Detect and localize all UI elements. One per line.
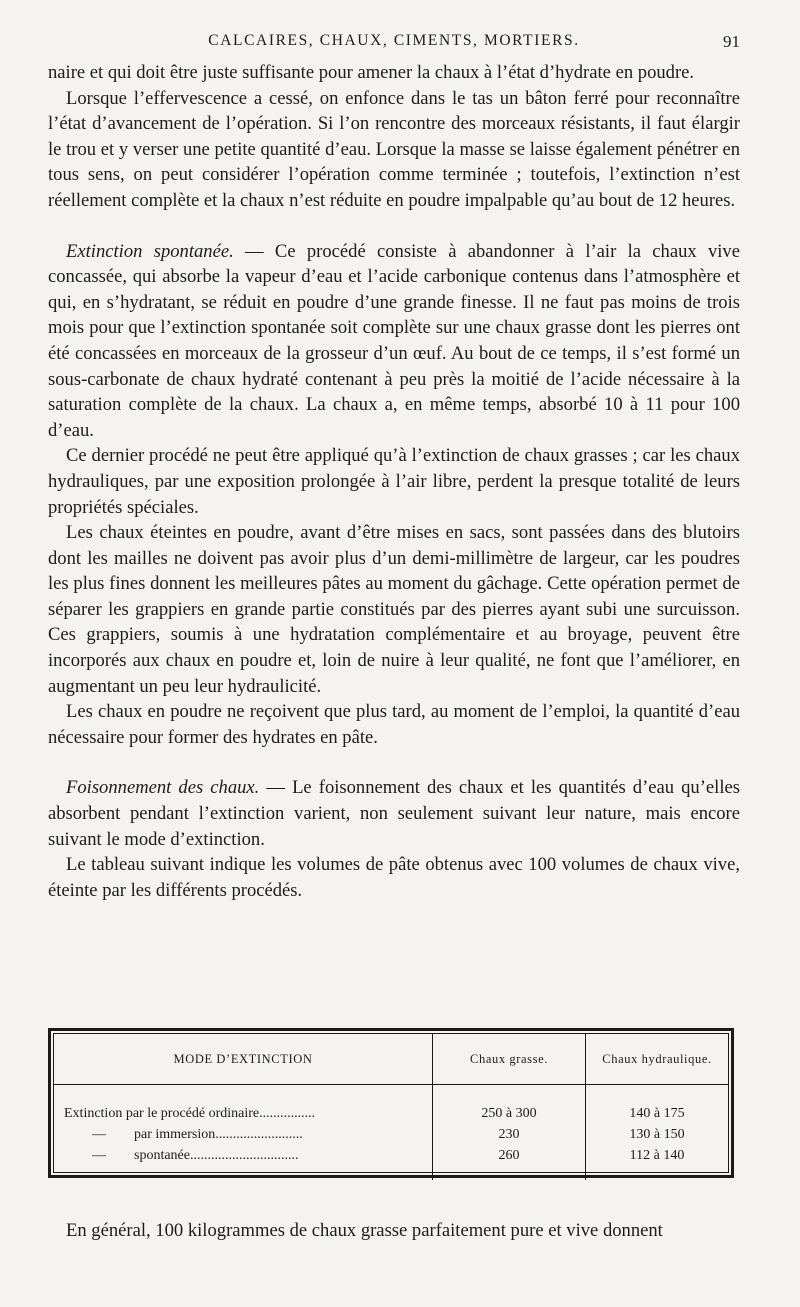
section-heading: Extinction spontanée. (66, 240, 234, 262)
paragraph: Les chaux éteintes en poudre, avant d’être mises en sacs, sont passées dans des blutoirs dont les mailles ne doivent pas avoir plus d’un demi-millimètre de largeur, car les poudres les plus fines donnent les meilleures pâtes au moment du gâchage. Cette opération permet de séparer les grappiers en grande partie constitués par des pierres ayant subi une surcuisson. Ces grappiers, soumis à une hydratation complémentaire et au broyage, peuvent être incorporés aux chaux en poudre et, loin de nuire à leur qualité, ne font que l’améliorer, en augmentant un peu leur hydraulicité. (48, 522, 740, 697)
section-heading: Foisonnement des chaux. (66, 777, 260, 799)
table-cell-hydraulic-lime: 112 à 140 (629, 1148, 685, 1163)
table-cell-fat-lime: 260 (498, 1148, 520, 1163)
table-cell-hydraulic-lime: 140 à 175 (629, 1106, 685, 1121)
table-row-mode: Extinction par le procédé ordinaire................ (64, 1106, 316, 1121)
paragraph-spontaneous-extinction (48, 239, 740, 444)
extinction-table (48, 1028, 734, 1178)
table-cell-fat-lime: 230 (498, 1127, 520, 1142)
running-title: CALCAIRES, CHAUX, CIMENTS, MORTIERS. (208, 32, 580, 49)
column-header-fat-lime: Chaux grasse. (433, 1034, 586, 1085)
closing-line: En général, 100 kilogrammes de chaux grasse parfaitement pure et vive donnent (66, 1220, 663, 1241)
page-number: 91 (723, 32, 740, 51)
running-head (48, 30, 740, 54)
paragraph-text: — Le foisonnement des chaux et les quantités d’eau qu’elles absorbent pendant l’extinction varient, non seulement suivant leur nature, mais encore suivant le mode d’extinction. (48, 777, 740, 850)
paragraph-text: — Ce procédé consiste à abandonner à l’air la chaux vive concassée, qui absorbe la vapeur d’eau et l’acide carbonique contenus dans l’atmosphère et qui, en s’hydratant, se réduit en poudre d’une grande finesse. Il ne faut pas moins de trois mois pour que l’extinction spontanée soit complète sur une chaux grasse dont les pierres ont été concassées en morceaux de la grosseur d’un œuf. Au bout de ce temps, il s’est formé un sous-carbonate de chaux hydraté contenant à peu près la moitié de l’acide nécessaire à la saturation complète de la chaux. La chaux a, en même temps, absorbé 10 à 11 pour 100 d’eau. (48, 240, 740, 441)
paragraph-swelling (48, 775, 740, 852)
column-header-hydraulic-lime: Chaux hydraulique. (586, 1034, 729, 1085)
table-row-mode: — spontanée............................... (92, 1148, 299, 1163)
paragraph: Le tableau suivant indique les volumes de pâte obtenus avec 100 volumes de chaux vive, éteinte par les différents procédés. (48, 854, 740, 901)
paragraph: Les chaux en poudre ne reçoivent que plus tard, au moment de l’emploi, la quantité d’eau nécessaire pour former des hydrates en pâte. (48, 701, 740, 748)
table-cell-hydraulic-lime: 130 à 150 (629, 1127, 685, 1142)
table-row-mode: — par immersion......................... (92, 1127, 303, 1142)
paragraph: Ce dernier procédé ne peut être appliqué qu’à l’extinction de chaux grasses ; car les chaux hydrauliques, par une exposition prolongée à l’air libre, perdent la presque totalité de leurs propriétés spéciales. (48, 445, 740, 518)
body-text (48, 60, 740, 903)
table-cell-fat-lime: 250 à 300 (481, 1106, 537, 1121)
paragraph: Lorsque l’effervescence a cessé, on enfonce dans le tas un bâton ferré pour reconnaître l’état d’avancement de l’opération. Si l’on rencontre des morceaux résistants, il faut élargir le trou et y verser une petite quantité d’eau. Lorsque la masse se laisse également pénétrer en tous sens, on peut considérer l’opération comme terminée ; toutefois, l’extinction n’est réellement complète et la chaux n’est réduite en poudre impalpable qu’au bout de 12 heures. (48, 87, 740, 211)
paragraph: naire et qui doit être juste suffisante pour amener la chaux à l’état d’hydrate en poudre. (48, 62, 695, 83)
column-header-mode: MODE D’EXTINCTION (54, 1034, 433, 1085)
